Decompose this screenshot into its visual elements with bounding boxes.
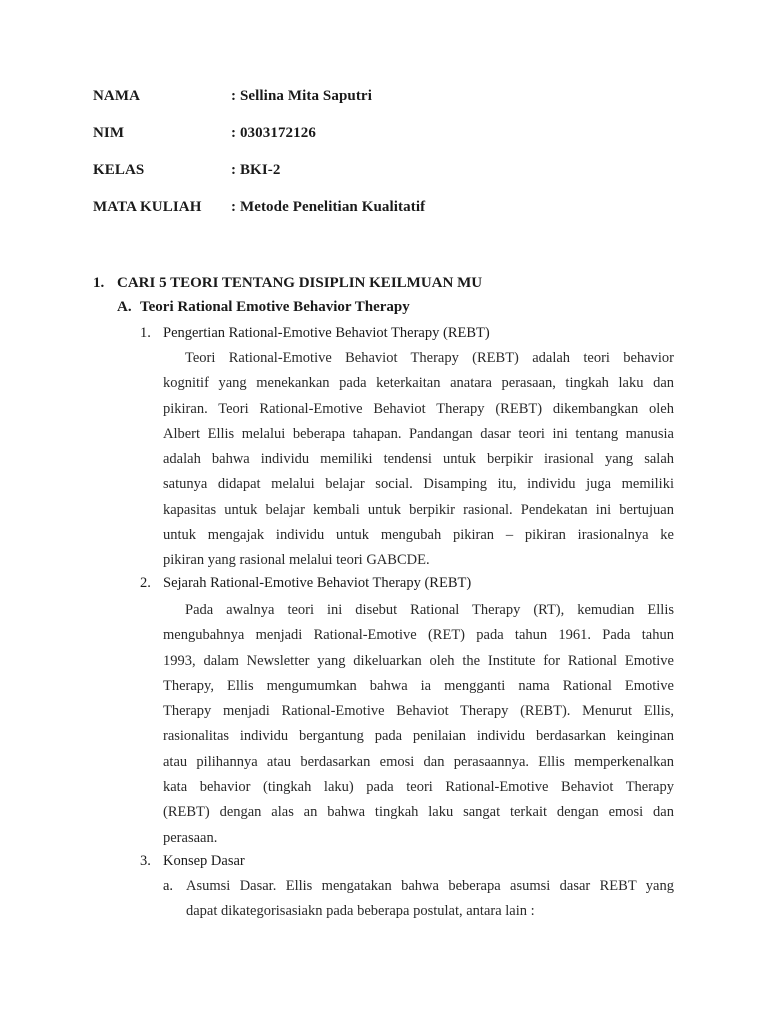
paragraph-line: pikiran. Teori Rational-Emotive Behaviot Therapy (REBT) dikembangkan oleh — [163, 400, 674, 417]
paragraph-sejarah — [163, 598, 674, 851]
identity-label: KELAS — [93, 162, 145, 178]
paragraph-asumsi-dasar — [186, 874, 674, 925]
paragraph-line: Albert Ellis melalui beberapa tahapan. Pandangan dasar teori ini tentang manusia — [163, 425, 674, 442]
paragraph-line: rasionalitas individu bergantung pada penilaian individu berdasarkan keinginan — [163, 728, 674, 745]
item-title: Konsep Dasar — [163, 853, 245, 869]
paragraph-line: kata behavior (tingkah laku) pada teori Rational-Emotive Behaviot Therapy — [163, 779, 674, 796]
paragraph-line: adalah bahwa individu memiliki tendensi untuk berpikir irasional yang salah — [163, 451, 674, 468]
paragraph-line: Asumsi Dasar. Ellis mengatakan bahwa beberapa asumsi dasar REBT yang — [186, 878, 674, 894]
paragraph-line: Therapy menjadi Rational-Emotive Behaviot Therapy (REBT). Menurut Ellis, — [163, 703, 674, 720]
paragraph-line: mengubahnya menjadi Rational-Emotive (RET) pada tahun 1961. Pada tahun — [163, 627, 674, 644]
sub-item-letter: a. — [163, 878, 174, 894]
item-number: 3. — [140, 853, 151, 869]
identity-label: MATA KULIAH — [93, 199, 202, 215]
paragraph-line: (REBT) dengan alas an bahwa tingkah laku sangat terkait dengan emosi dan — [163, 804, 674, 821]
paragraph-line: Teori Rational-Emotive Behaviot Therapy (REBT) adalah teori behavior — [185, 350, 674, 366]
item-title: Pengertian Rational-Emotive Behaviot Therapy (REBT) — [163, 325, 490, 341]
subsection-title: Teori Rational Emotive Behavior Therapy — [140, 299, 410, 315]
item-number: 2. — [140, 575, 151, 591]
paragraph-line: kognitif yang menekankan pada keterkaitan anatara perasaan, tingkah laku dan — [163, 375, 674, 392]
section-number: 1. — [93, 275, 105, 291]
paragraph-line: perasaan. — [163, 829, 218, 846]
paragraph-line: Therapy, Ellis mengumumkan bahwa ia mengganti nama Rational Emotive — [163, 677, 674, 694]
item-title: Sejarah Rational-Emotive Behaviot Therapy (REBT) — [163, 575, 472, 591]
identity-label: NIM — [93, 125, 125, 141]
paragraph-line: untuk mengajak individu untuk mengubah pikiran – pikiran irasionalnya ke — [163, 527, 674, 544]
identity-value: : 0303172126 — [231, 125, 316, 141]
paragraph-line: 1993, dalam Newsletter yang dikeluarkan oleh the Institute for Rational Emotive — [163, 652, 674, 669]
subsection-letter: A. — [117, 299, 132, 315]
paragraph-line: dapat dikategorisasiakn pada beberapa postulat, antara lain : — [186, 903, 535, 920]
paragraph-line: kapasitas untuk belajar kembali untuk berpikir rasional. Pendekatan ini bertujuan — [163, 501, 674, 518]
identity-label: NAMA — [93, 88, 141, 104]
identity-value: : Sellina Mita Saputri — [231, 88, 372, 104]
section-title: CARI 5 TEORI TENTANG DISIPLIN KEILMUAN MU — [117, 275, 483, 291]
paragraph-line: atau pilihannya atau berdasarkan emosi dan perasaannya. Ellis memperkenalkan — [163, 753, 674, 770]
identity-value: : BKI-2 — [231, 162, 281, 178]
paragraph-line: satunya didapat melalui belajar social. Disamping itu, individu juga memiliki — [163, 476, 674, 493]
paragraph-line: Pada awalnya teori ini disebut Rational Therapy (RT), kemudian Ellis — [185, 602, 674, 618]
item-number: 1. — [140, 325, 151, 341]
paragraph-line: pikiran yang rasional melalui teori GABCDE. — [163, 552, 430, 569]
paragraph-pengertian — [163, 346, 674, 574]
identity-value: : Metode Penelitian Kualitatif — [231, 199, 426, 215]
